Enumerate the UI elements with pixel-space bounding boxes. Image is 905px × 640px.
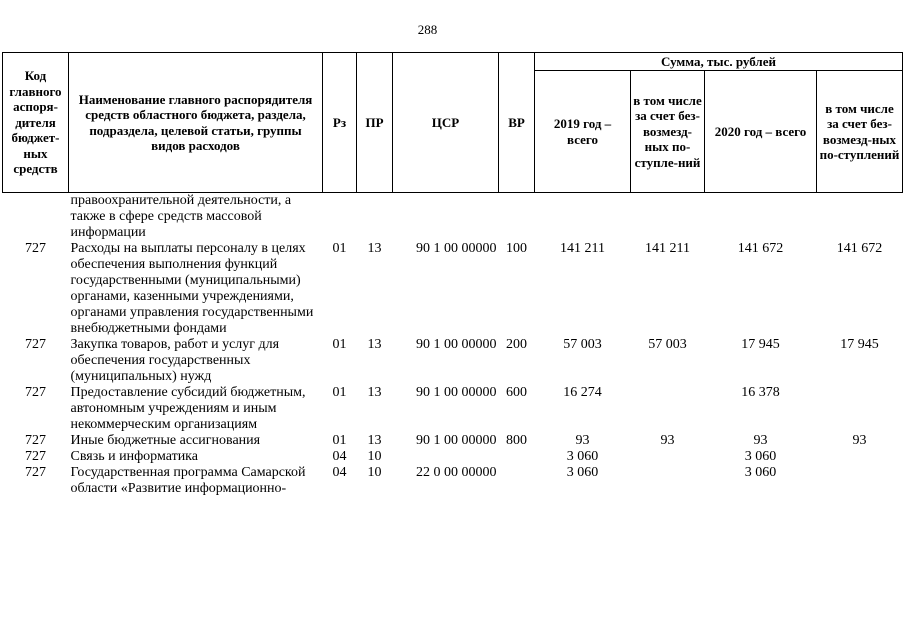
cell-code: 727	[25, 433, 46, 448]
cell-2019-free	[631, 449, 705, 465]
cell-vr: 600	[506, 385, 527, 400]
cell-2020-total: 141 672	[737, 241, 784, 256]
cell-vr	[499, 465, 535, 497]
page-number: 288	[417, 22, 438, 37]
cell-rz: 01	[332, 241, 347, 256]
cell-2020-total: 16 378	[741, 385, 780, 400]
header-2019-total: 2019 год – всего	[535, 71, 631, 193]
header-rz: Рз	[323, 53, 357, 193]
cell-csr: 90 1 00 00000	[416, 385, 497, 400]
cell-code: 727	[25, 385, 46, 400]
cell-vr: 200	[506, 337, 527, 352]
cell-rz: 01	[332, 337, 347, 352]
cell-rz: 04	[332, 465, 347, 480]
cell-2019-free	[631, 385, 705, 433]
table-row	[3, 433, 903, 449]
header-vr: ВР	[499, 53, 535, 193]
continuation-text: правоохранительной деятельности, а также в сфере средств массовой информации	[70, 193, 292, 240]
cell-2019-free: 57 003	[648, 337, 687, 352]
cell-pr: 13	[367, 337, 382, 352]
table-row	[3, 385, 903, 433]
cell-name: Иные бюджетные ассигнования	[70, 433, 261, 448]
header-2020-free: в том числе за счет без-возмезд-ных по-ступлений	[817, 71, 903, 193]
cell-2020-free	[817, 385, 903, 433]
header-2019-free: в том числе за счет без-возмезд-ных по-ступле-ний	[631, 71, 705, 193]
cell-2020-total: 17 945	[741, 337, 780, 352]
cell-pr: 10	[367, 449, 382, 464]
table-row	[3, 241, 903, 337]
cell-2019-total: 3 060	[566, 465, 599, 480]
cell-pr: 13	[367, 241, 382, 256]
cell-2020-free: 93	[852, 433, 867, 448]
cell-name: Расходы на выплаты персоналу в целях обеспечения выполнения функций государственными (муниципальными) органами, казенными учреждениями, органами управления государственными внебюджетными фондами	[70, 241, 314, 336]
header-name: Наименование главного распорядителя средств областного бюджета, раздела, подраздела, целевой статьи, группы видов расходов	[69, 53, 323, 193]
budget-table	[2, 52, 903, 497]
cell-2019-total: 141 211	[560, 241, 605, 256]
cell-2020-total: 3 060	[744, 449, 777, 464]
cell-2020-total: 93	[753, 433, 768, 448]
cell-2019-total: 3 060	[566, 449, 599, 464]
table-row	[3, 465, 903, 497]
table-row-continuation	[3, 193, 903, 242]
cell-2019-free: 93	[660, 433, 675, 448]
header-pr: ПР	[357, 53, 393, 193]
table-row	[3, 449, 903, 465]
cell-2020-free	[817, 449, 903, 465]
cell-code: 727	[25, 449, 46, 464]
cell-code: 727	[25, 241, 46, 256]
cell-2019-free	[631, 465, 705, 497]
cell-name: Связь и информатика	[70, 449, 198, 464]
cell-pr: 13	[367, 385, 382, 400]
cell-vr	[499, 449, 535, 465]
cell-2019-total: 16 274	[563, 385, 602, 400]
cell-rz: 01	[332, 385, 347, 400]
cell-name: Предоставление субсидий бюджетным, автономным учреждениям и иным некоммерческим организациям	[70, 385, 306, 432]
cell-2020-free: 17 945	[840, 337, 879, 352]
cell-2019-free: 141 211	[645, 241, 690, 256]
cell-vr: 800	[506, 433, 527, 448]
cell-rz: 04	[332, 449, 347, 464]
cell-csr: 90 1 00 00000	[416, 433, 497, 448]
cell-pr: 10	[367, 465, 382, 480]
cell-code: 727	[25, 337, 46, 352]
header-code: Код главного аспоря-дителя бюджет-ных средств	[3, 53, 69, 193]
cell-vr: 100	[506, 241, 527, 256]
cell-name: Закупка товаров, работ и услуг для обеспечения государственных (муниципальных) нужд	[70, 337, 280, 384]
cell-code: 727	[25, 465, 46, 480]
cell-csr	[393, 449, 499, 465]
cell-2019-total: 57 003	[563, 337, 602, 352]
cell-pr: 13	[367, 433, 382, 448]
header-2020-total: 2020 год – всего	[705, 71, 817, 193]
cell-name: Государственная программа Самарской области «Развитие информационно-	[70, 465, 306, 496]
cell-csr: 90 1 00 00000	[416, 337, 497, 352]
cell-rz: 01	[332, 433, 347, 448]
cell-2020-free	[817, 465, 903, 497]
table-header	[3, 53, 903, 193]
header-sum: Сумма, тыс. рублей	[535, 53, 903, 71]
cell-2020-total: 3 060	[744, 465, 777, 480]
header-csr: ЦСР	[393, 53, 499, 193]
cell-csr: 22 0 00 00000	[416, 465, 497, 480]
cell-csr: 90 1 00 00000	[416, 241, 497, 256]
cell-2020-free: 141 672	[836, 241, 883, 256]
table-row	[3, 337, 903, 385]
cell-2019-total: 93	[575, 433, 590, 448]
